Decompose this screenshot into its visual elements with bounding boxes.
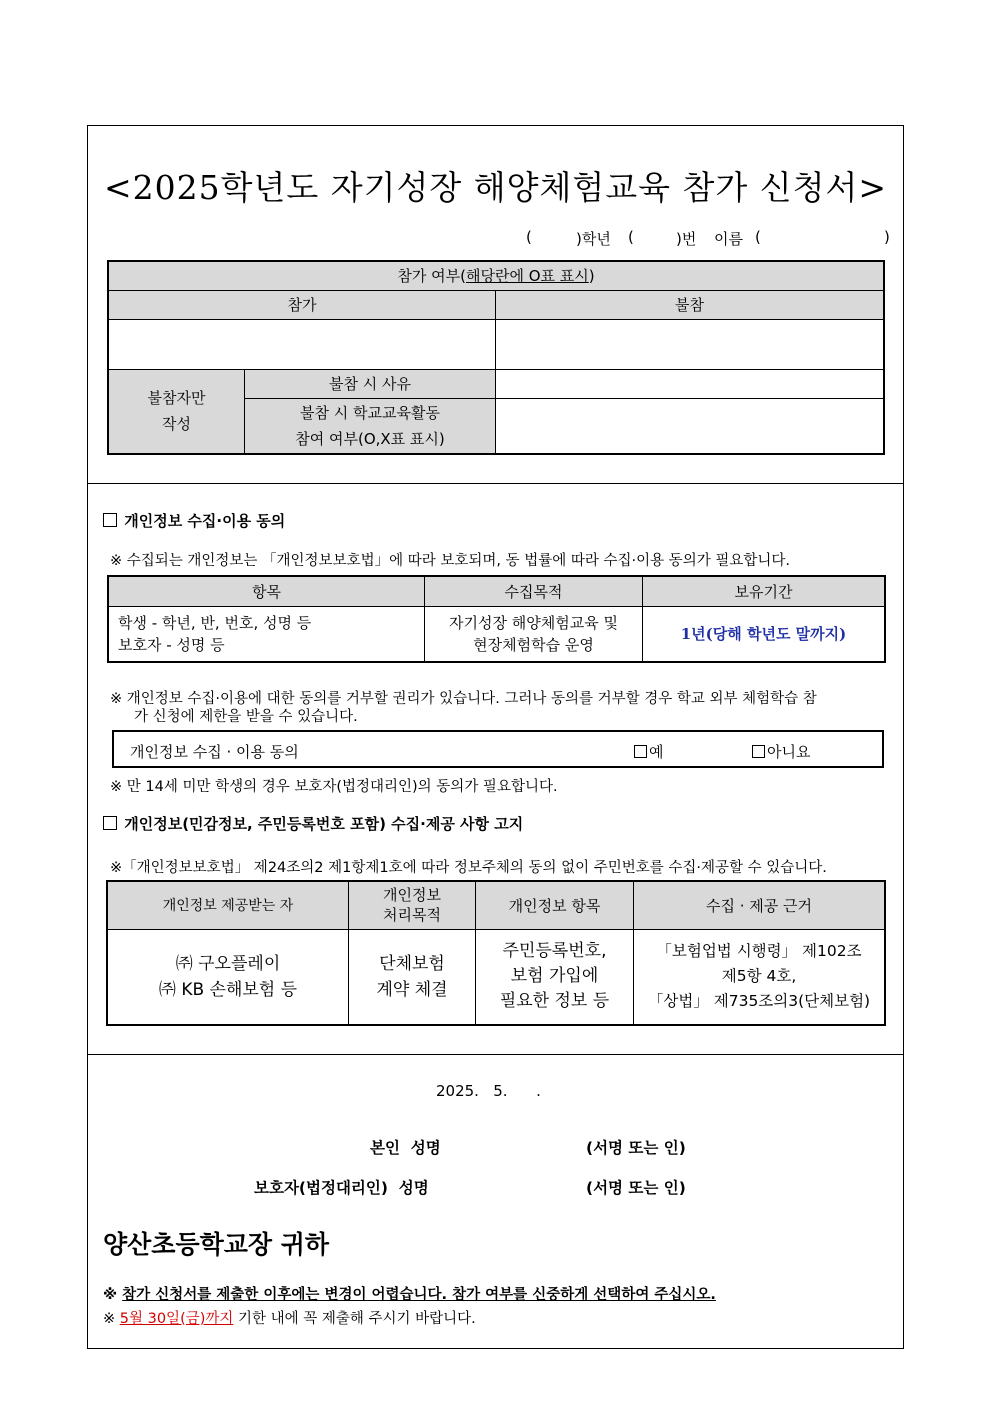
checkbox-icon <box>752 745 765 758</box>
sensitive-section-title: 개인정보(민감정보, 주민등록번호 포함) 수집·제공 사항 고지 <box>103 813 523 834</box>
date-line: 2025. 5. . <box>436 1082 541 1100</box>
refusal-note: ※ 개인정보 수집·이용에 대한 동의를 거부할 권리가 있습니다. 그러나 동의를 거부할 경우 학교 외부 체험학습 참 가 신청에 제한을 받을 수 있습니다. <box>110 691 817 725</box>
activity-input-cell[interactable] <box>496 398 885 454</box>
participation-heading: 참가 여부(해당란에 O표 표시) <box>108 261 884 290</box>
basis-cell: 「보험업법 시행령」 제102조 제5항 4호, 「상법」 제735조의3(단체보험) <box>634 929 886 1025</box>
checkbox-icon <box>634 745 647 758</box>
privacy-items: 학생 - 학년, 반, 번호, 성명 등 보호자 - 성명 등 <box>108 606 425 662</box>
self-sign-note[interactable]: (서명 또는 인) <box>586 1139 686 1157</box>
participation-table <box>107 260 885 455</box>
col-header: 항목 <box>108 576 425 606</box>
attend-mark-cell[interactable] <box>108 319 496 369</box>
absent-only-label: 불참자만 작성 <box>108 369 245 454</box>
consent-label: 개인정보 수집 · 이용 동의 <box>130 743 299 761</box>
sensitive-note: ※「개인정보보호법」 제24조의2 제1항제1호에 따라 정보주체의 동의 없이 주민번호를 수집·제공할 수 있습니다. <box>110 860 827 876</box>
sensitive-table <box>106 880 886 1026</box>
self-sign-label: 본인 성명 <box>370 1139 441 1157</box>
col-header: 개인정보 제공받는 자 <box>107 881 349 929</box>
col-header: 수집 · 제공 근거 <box>634 881 886 929</box>
privacy-section-title: 개인정보 수집·이용 동의 <box>103 510 285 531</box>
absent-header: 불참 <box>496 290 885 319</box>
age-note: ※ 만 14세 미만 학생의 경우 보호자(법정대리인)의 동의가 필요합니다. <box>110 779 558 795</box>
guardian-sign-note[interactable]: (서명 또는 인) <box>586 1179 686 1197</box>
col-header: 개인정보 처리목적 <box>349 881 476 929</box>
privacy-retention: 1년(당해 학년도 말까지) <box>643 606 886 662</box>
recipient-cell: ㈜ 구오플레이 ㈜ KB 손해보험 등 <box>107 929 349 1025</box>
purpose-cell: 단체보험 계약 체결 <box>349 929 476 1025</box>
col-header: 수집목적 <box>425 576 643 606</box>
col-header: 개인정보 항목 <box>476 881 634 929</box>
consent-no-checkbox[interactable]: 아니요 <box>752 741 810 762</box>
privacy-table <box>107 575 886 663</box>
privacy-note: ※ 수집되는 개인정보는 「개인정보보호법」에 따라 보호되며, 동 법률에 따라 수집·이용 동의가 필요합니다. <box>110 553 790 569</box>
col-header: 보유기간 <box>643 576 886 606</box>
items-cell: 주민등록번호, 보험 가입에 필요한 정보 등 <box>476 929 634 1025</box>
square-icon <box>103 513 117 527</box>
change-warning: ※ 참가 신청서를 제출한 이후에는 변경이 어렵습니다. 참가 여부를 신중하게 선택하여 주십시오. <box>103 1287 716 1303</box>
guardian-sign-label: 보호자(법정대리인) 성명 <box>254 1179 429 1197</box>
attend-header: 참가 <box>108 290 496 319</box>
student-info-line: ( )학년 ( )번 이름 ( ) <box>526 228 890 248</box>
divider <box>87 483 904 484</box>
consent-box <box>112 730 884 768</box>
addressee: 양산초등학교장 귀하 <box>103 1230 330 1259</box>
square-icon <box>103 816 117 830</box>
activity-label: 불참 시 학교교육활동 참여 여부(O,X표 표시) <box>245 398 496 454</box>
reason-label: 불참 시 사유 <box>245 369 496 398</box>
privacy-purpose: 자기성장 해양체험교육 및 현장체험학습 운영 <box>425 606 643 662</box>
deadline-note: ※ 5월 30일(금)까지 기한 내에 꼭 제출해 주시기 바랍니다. <box>103 1311 476 1327</box>
divider <box>87 1054 904 1055</box>
page-title: <2025학년도 자기성장 해양체험교육 참가 신청서> <box>103 168 888 207</box>
reason-input-cell[interactable] <box>496 369 885 398</box>
absent-mark-cell[interactable] <box>496 319 885 369</box>
consent-yes-checkbox[interactable]: 예 <box>634 741 664 762</box>
